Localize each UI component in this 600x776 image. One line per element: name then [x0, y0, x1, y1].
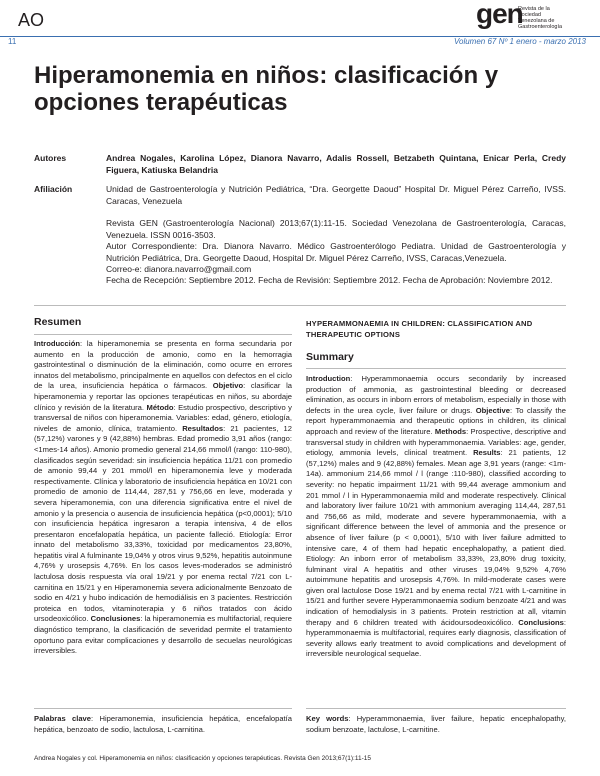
authors-list: Andrea Nogales, Karolina López, Dianora Navarro, Adalis Rossell, Betzabeth Quintana, Enicar Perla, Credy Figuera, Katiuska Belandria	[106, 153, 566, 175]
meta-divider	[34, 305, 566, 306]
palabras-clave: Palabras clave: Hiperamonemia, insuficiencia hepática, encefalopatía hepática, benzoato de sodio, lactulosa, L-carnitina.	[34, 714, 292, 734]
page-footer: Andrea Nogales y col. Hiperamonemia en niños: clasificación y opciones terapéuticas. Revista Gen 2013;67(1):11-15	[34, 755, 371, 762]
page-number: 11	[8, 37, 17, 46]
resumen-heading: Resumen	[34, 316, 82, 328]
email-text: Correo-e: dianora.navarro@gmail.com	[106, 264, 252, 274]
authors-label: Autores	[34, 153, 67, 163]
affiliation-label: Afiliación	[34, 184, 73, 194]
resumen-body: Introducción: la hiperamonemia se presenta en forma secundaria por aumento en la producción de amonio, como en la hemorragia gastrointestinal o disminución de la eliminación, como ocurre en errores innatos del metabolismo, principalmente en aquellos con defectos en el ciclo de la urea, insuficiencia hepática o fármacos. Objetivo: clasificar la hiperamonemia y reportar las opciones terapéuticas en niños, su abordaje clínico y revisión de la literatura. Método: Estudio prospectivo, descriptivo y transversal de niños con hiperamonemia. Variables: edad, género, etiología, niveles de amonio, clínica, tratamiento. Resultados: 21 pacientes, 12 (57,12%) varones y 9 (42,88%) hembras. Edad promedio 3,91 años (rango: <1mes-14 años). Amonio promedio general 214,66 mmol/l (rango: 110-980), clasificados según severidad: sin insuficiencia hepática 11/21 con promedio de amonio 99,44 y 201 mmol/l en hiperamonemia leve y moderada respectivamente. Clínica y laboratorio de insuficiencia hepática en 10/21 con promedio de amonio de 114,44, 287,51 y 756,66 en leve, moderada y severa hiperamonemia, con una diferencia significativa entre el nivel de amonio y la presencia o ausencia de insuficiencia hepática (p<0,0001); 5/10 con insuficiencia hepática ingresaron a terapia intensiva, 4 de ellos presentaron encefalopatía hepática, un paciente falleció. Etiología: Error innato del metabolismo 33,33%, toxicidad por medicamentos 23,80%, hepatitis viral A fulminante 19,04% y otros virus 9,52%, hepatitis autoinmune 4,76% y urosepsis 4,76%. En los casos leves-moderados se administró lactulosa dosis respuesta vía oral 19/21 y por enema rectal 7/21 con L-carnitina en 15/21 y en Hiperamonemia severa adicionalmente Benzoato de sodio en 4/21 y hubo indicación de hemodiálisis en 3 pacientes. Restricción proteica en todos, vitaminoterapia y 6 niños tratados con ácido ursodeoxicólico. Conclusiones: la hiperamonemia es multifactorial, requiere diagnóstico temprano, la clasificación de severidad permite el tratamiento oportuno para evitar complicaciones y desarrollo de secuelas neurológicas irreversibles.	[34, 339, 292, 656]
resumen-rule	[34, 334, 292, 335]
logo-word: gen	[476, 0, 523, 29]
logo-subtitle: Revista de la Sociedad Venezolana de Gastroenterología	[518, 6, 563, 30]
keywords-rule-right	[306, 708, 566, 709]
affiliation-text: Unidad de Gastroenterología y Nutrición Pediátrica, “Dra. Georgette Daoud” Hospital Dr. Miguel Pérez Carreño, IVSS. Caracas, Venezuela	[106, 184, 566, 206]
dates-text: Fecha de Recepción: Septiembre 2012. Fecha de Revisión: Septiembre 2012. Fecha de Aprobación: Noviembre 2012.	[106, 275, 553, 285]
correspondence-text: Autor Correspondiente: Dra. Dianora Navarro. Médico Gastroenterólogo Pediatra. Unidad de Gastroenterología y Nutrición Pediátrica, Dra. Georgette Daoud, Hospital Dr. Miguel Pérez Carreño, IVSS, Caracas,Venezuela.	[106, 241, 566, 263]
english-title: HYPERAMMONAEMIA IN CHILDREN: CLASSIFICATION AND THERAPEUTIC OPTIONS	[306, 319, 533, 339]
citation-text: Revista GEN (Gastroenterología Nacional) 2013;67(1):11-15. Sociedad Venezolana de Gastroenterología, Caracas, Venezuela. ISSN 0016-3503.	[106, 218, 566, 240]
key-words: Key words: Hyperammonaemia, liver failure, hepatic encephalopathy, sodium benzoate, lactulose, L-carnitine.	[306, 714, 566, 734]
volume-info: Volumen 67 Nº 1 enero - marzo 2013	[453, 37, 586, 46]
summary-rule	[306, 368, 566, 369]
summary-body: Introduction: Hyperammonaemia occurs secondarily by increased production of ammonia, as gastrointestinal bleeding or decreased elimination, as occurs in inborn errors of metabolism, especially in those with defects in the urea cycle, liver failure or drugs. Objective: To classify the report hyperammonaemia and therapeutic options in children, its clinical approach and review of the literature. Methods: Prospective, descriptive and transversal study in children with hyperammonaemia. Variables: age, gender, etiology, ammonia levels, clinical treatment. Results: 21 patients, 12 (57,12%) males and 9 (42,88%) females. Mean age 3,91 years (range: <1m-14a). ammonium 214,66 mmol / l (range :110-980), classified according to severity: no hepatic impairment 11/21 with 99,44 average ammonium and 201 mmol / l in Hyperammonaemia mild and moderate respectively. Clinical and laboratory liver failure 10/21 with ammonium averaging 114,44, 287,51 and 756,66 as mild, moderate and severe hyperammonaemia, with a significant difference between the level of ammonia and the presence or absence of liver failure (p < 0,0001), 5/10 with liver failure admitted to intensive care, 4 of them had hepatic encephalopathy, a patient died. Etiology: An inborn error of metabolism 33,33%, 23,80% drug toxicity, fulminant viral A hepatitis and other viruses 19,04% 9,52% 4,76% autoimmune hepatitis and urosepsis 4,76%. In mild-moderate cases were given oral lactulose Dose 19/21 and by enema rectal 7/21 with L-carnitine in 15/21 and further severe Hyperammonaemia sodium benzoate 4/21 and was indication of hemodialysis in 3 patients. Protein restriction at all, vitamin therapy and 6 children treated with ácidoursodeoxicólico. Conclusions: hyperammonaemia is multifactorial, requires early diagnosis, classification of severity allows early treatment to avoid complications and development of irreversible neurological sequelae.	[306, 374, 566, 659]
section-label: AO	[18, 10, 45, 30]
article-title: Hiperamonemia en niños: clasificación y opciones terapéuticas	[34, 62, 499, 116]
keywords-rule-left	[34, 708, 292, 709]
journal-logo	[476, 0, 596, 34]
summary-heading: Summary	[306, 351, 354, 363]
